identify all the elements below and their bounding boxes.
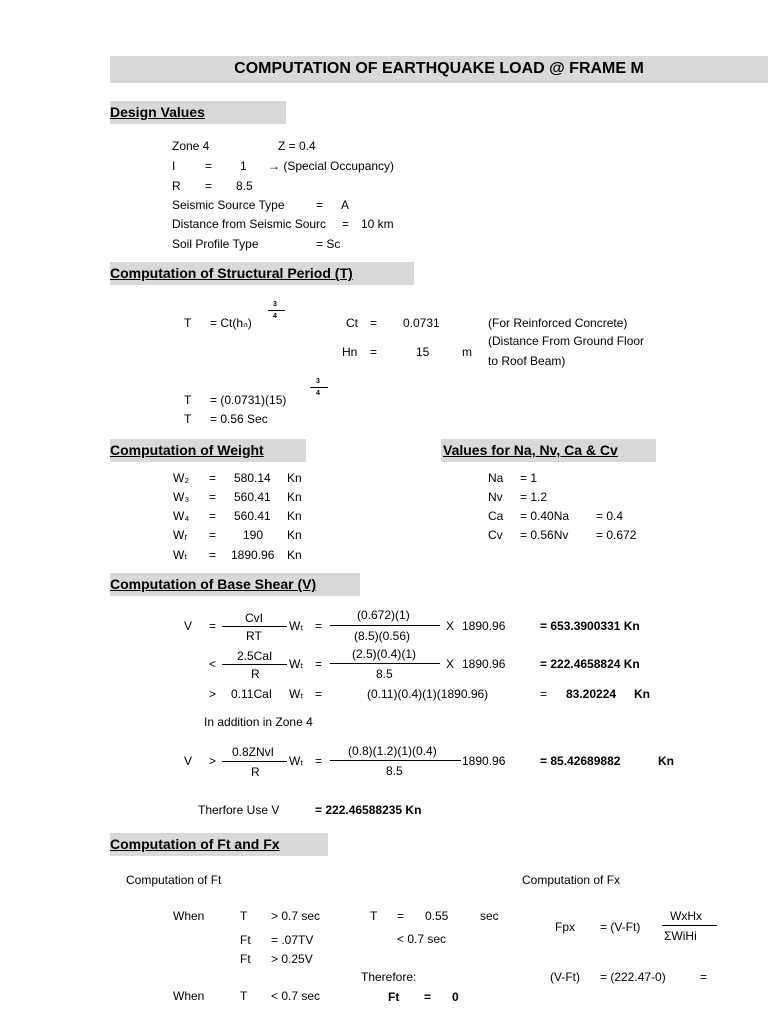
- ft-formula: = .07TV: [271, 933, 314, 947]
- ft-zero-eq: =: [424, 990, 432, 1004]
- cv-value: = 0.56Nv: [520, 528, 569, 542]
- r-value: 8.5: [236, 179, 253, 193]
- f1-numerator: CvI: [245, 611, 263, 625]
- i-eq: =: [205, 159, 213, 173]
- seismic-source-eq: =: [316, 198, 324, 212]
- exponent-fraction-line: [268, 310, 285, 311]
- wt-symbol: Wₜ: [289, 619, 304, 633]
- section-heading-design: Design Values: [110, 104, 205, 120]
- v-label: V: [184, 619, 193, 633]
- ft-symbol: Ft: [240, 933, 251, 947]
- weight-unit: Kn: [287, 548, 302, 562]
- v-ft-formula: = (222.47-0): [600, 970, 666, 984]
- t2-formula: = (0.0731)(15): [210, 393, 287, 407]
- zone-label: Zone 4: [172, 139, 210, 153]
- distance-value: 10 km: [361, 217, 394, 231]
- v4-result: = 85.42689882: [540, 754, 621, 768]
- fx-numerator: WxHx: [670, 909, 702, 923]
- v3-unit: Kn: [634, 687, 650, 701]
- v1-result: = 653.3900331 Kn: [540, 619, 640, 633]
- gt-sign: >: [209, 754, 217, 768]
- v4-unit: Kn: [658, 754, 674, 768]
- use-v-label: Therfore Use V: [198, 803, 280, 817]
- n2-eq: =: [315, 657, 323, 671]
- use-v-value: = 222.46588235 Kn: [315, 803, 422, 817]
- weight-value: 560.41: [234, 490, 271, 504]
- f3-term: 0.11CaI: [231, 687, 273, 701]
- ca-label: Ca: [488, 509, 504, 523]
- v3-eq: =: [540, 687, 548, 701]
- weight-eq: =: [209, 471, 217, 485]
- therefore-label: Therefore:: [361, 970, 417, 984]
- weight-value: 560.41: [234, 509, 271, 523]
- v-label: V: [184, 754, 193, 768]
- n3-eq: =: [315, 687, 323, 701]
- weight-label: Wᵣ: [173, 528, 188, 542]
- na-label: Na: [488, 471, 504, 485]
- nv-label: Nv: [488, 490, 503, 504]
- exponent-numerator: 3: [273, 301, 277, 308]
- weight-unit: Kn: [287, 471, 302, 485]
- i-note: → (Special Occupancy): [268, 159, 395, 173]
- ft-symbol: Ft: [240, 952, 251, 966]
- ca-result: = 0.4: [596, 509, 624, 523]
- hn-eq: =: [370, 345, 378, 359]
- lt-07-sec: < 0.7 sec: [271, 989, 321, 1003]
- ft-zero-value: 0: [452, 990, 459, 1004]
- v-ft-eq: =: [700, 970, 708, 984]
- z-value: Z = 0.4: [278, 139, 316, 153]
- n2-numerator: (2.5)(0.4)(1): [352, 647, 417, 661]
- section-heading-nv: Values for Na, Nv, Ca & Cv: [443, 442, 618, 458]
- hn-label: Hn: [342, 345, 358, 359]
- soil-profile-value: = Sc: [316, 237, 341, 251]
- distance-label: Distance from Seismic Sourc: [172, 217, 327, 231]
- ct-eq: =: [370, 316, 378, 330]
- n1-eq: =: [315, 619, 323, 633]
- hn-note-line2: to Roof Beam): [488, 354, 566, 368]
- hn-value: 15: [416, 345, 430, 359]
- weight-unit: Kn: [287, 490, 302, 504]
- section-heading-ft: Computation of Ft and Fx: [110, 836, 280, 852]
- zone4-note: In addition in Zone 4: [204, 715, 313, 729]
- exponent2-numerator: 3: [316, 378, 320, 385]
- n1-fraction-line: [330, 625, 440, 626]
- times-sign: X: [446, 657, 455, 671]
- exponent-denominator: 4: [273, 313, 277, 320]
- f4-numerator: 0.8ZNvI: [232, 745, 275, 759]
- f4-denominator: R: [251, 765, 260, 779]
- cv-result: = 0.672: [596, 528, 637, 542]
- r-eq: =: [205, 179, 213, 193]
- wt-value: 1890.96: [462, 657, 506, 671]
- n2-fraction-line: [330, 663, 440, 664]
- times-sign: X: [446, 619, 455, 633]
- v-ft-label: (V-Ft): [550, 970, 580, 984]
- na-value: = 1: [520, 471, 538, 485]
- i-value: 1: [240, 159, 247, 173]
- soil-profile-label: Soil Profile Type: [172, 237, 259, 251]
- n1-denominator: (8.5)(0.56): [354, 629, 411, 643]
- t-unit: sec: [480, 909, 499, 923]
- fpx-label: Fpx: [555, 920, 576, 934]
- f2-denominator: R: [251, 667, 260, 681]
- wt-value: 1890.96: [462, 619, 506, 633]
- wt-symbol: Wₜ: [289, 687, 304, 701]
- t-label: T: [184, 316, 192, 330]
- page-title: COMPUTATION OF EARTHQUAKE LOAD @ FRAME M: [234, 60, 644, 77]
- t-eq: =: [397, 909, 405, 923]
- weight-value: 190: [243, 528, 264, 542]
- n4-eq: =: [315, 754, 323, 768]
- t-symbol: T: [240, 989, 248, 1003]
- lt-07-sec: < 0.7 sec: [397, 932, 447, 946]
- weight-label: Wₜ: [173, 548, 188, 562]
- section-heading-base: Computation of Base Shear (V): [110, 576, 317, 592]
- t3-result: = 0.56 Sec: [210, 412, 268, 426]
- ft-limit: > 0.25V: [271, 952, 313, 966]
- n4-denominator: 8.5: [386, 764, 403, 778]
- t-symbol: T: [370, 909, 378, 923]
- weight-label: W₃: [173, 490, 190, 504]
- nv-value: = 1.2: [520, 490, 548, 504]
- ct-note: (For Reinforced Concrete): [488, 316, 628, 330]
- fx-subheading: Computation of Fx: [522, 873, 621, 887]
- section-heading-weight: Computation of Weight: [110, 442, 264, 458]
- hn-note-line1: (Distance From Ground Floor: [488, 334, 645, 348]
- wt-symbol: Wₜ: [289, 754, 304, 768]
- n2-denominator: 8.5: [376, 667, 393, 681]
- i-label: I: [172, 159, 176, 173]
- n4-fraction-line: [330, 760, 461, 761]
- t-formula: = Ct(hₙ): [210, 316, 252, 330]
- fpx-formula: = (V-Ft): [600, 920, 641, 934]
- r-label: R: [172, 179, 181, 193]
- f2-numerator: 2.5CaI: [237, 649, 273, 663]
- ca-value: = 0.40Na: [520, 509, 570, 523]
- n4-numerator: (0.8)(1.2)(1)(0.4): [348, 744, 437, 758]
- n3-expression: (0.11)(0.4)(1)(1890.96): [367, 687, 489, 701]
- when-label: When: [173, 909, 205, 923]
- weight-eq: =: [209, 548, 217, 562]
- hn-unit: m: [462, 345, 472, 359]
- ct-label: Ct: [346, 316, 358, 330]
- ct-value: 0.0731: [403, 316, 440, 330]
- weight-unit: Kn: [287, 509, 302, 523]
- weight-label: W₂: [173, 471, 189, 485]
- cv-label: Cv: [488, 528, 503, 542]
- exponent2-denominator: 4: [316, 390, 320, 397]
- v3-result: 83.20224: [566, 687, 617, 701]
- weight-eq: =: [209, 509, 217, 523]
- fx-denominator: ΣWiHi: [664, 929, 697, 943]
- distance-eq: =: [342, 217, 350, 231]
- exponent2-fraction-line: [310, 387, 328, 388]
- gt-sign: >: [209, 687, 217, 701]
- gt-07-sec: > 0.7 sec: [271, 909, 321, 923]
- v2-result: = 222.4658824 Kn: [540, 657, 640, 671]
- t-value: 0.55: [425, 909, 449, 923]
- t2-label: T: [184, 393, 192, 407]
- seismic-source-value: A: [341, 198, 350, 212]
- section-heading-period: Computation of Structural Period (T): [110, 265, 353, 281]
- weight-label: W₄: [173, 509, 190, 523]
- weight-unit: Kn: [287, 528, 302, 542]
- t3-label: T: [184, 412, 192, 426]
- f2-fraction-line: [222, 664, 287, 665]
- lt-sign: <: [209, 657, 217, 671]
- ft-subheading: Computation of Ft: [126, 873, 222, 887]
- wt-value: 1890.96: [462, 754, 506, 768]
- seismic-source-label: Seismic Source Type: [172, 198, 285, 212]
- f1-denominator: RT: [246, 629, 262, 643]
- weight-value: 580.14: [234, 471, 271, 485]
- wt-symbol: Wₜ: [289, 657, 304, 671]
- weight-value: 1890.96: [231, 548, 275, 562]
- f1-fraction-line: [222, 626, 287, 627]
- n1-numerator: (0.672)(1): [357, 608, 410, 622]
- weight-eq: =: [209, 490, 217, 504]
- fx-fraction-line: [662, 925, 717, 926]
- t-symbol: T: [240, 909, 248, 923]
- weight-eq: =: [209, 528, 217, 542]
- v-eq: =: [209, 619, 217, 633]
- ft-symbol: Ft: [388, 990, 400, 1004]
- f4-fraction-line: [222, 761, 287, 762]
- when-label: When: [173, 989, 205, 1003]
